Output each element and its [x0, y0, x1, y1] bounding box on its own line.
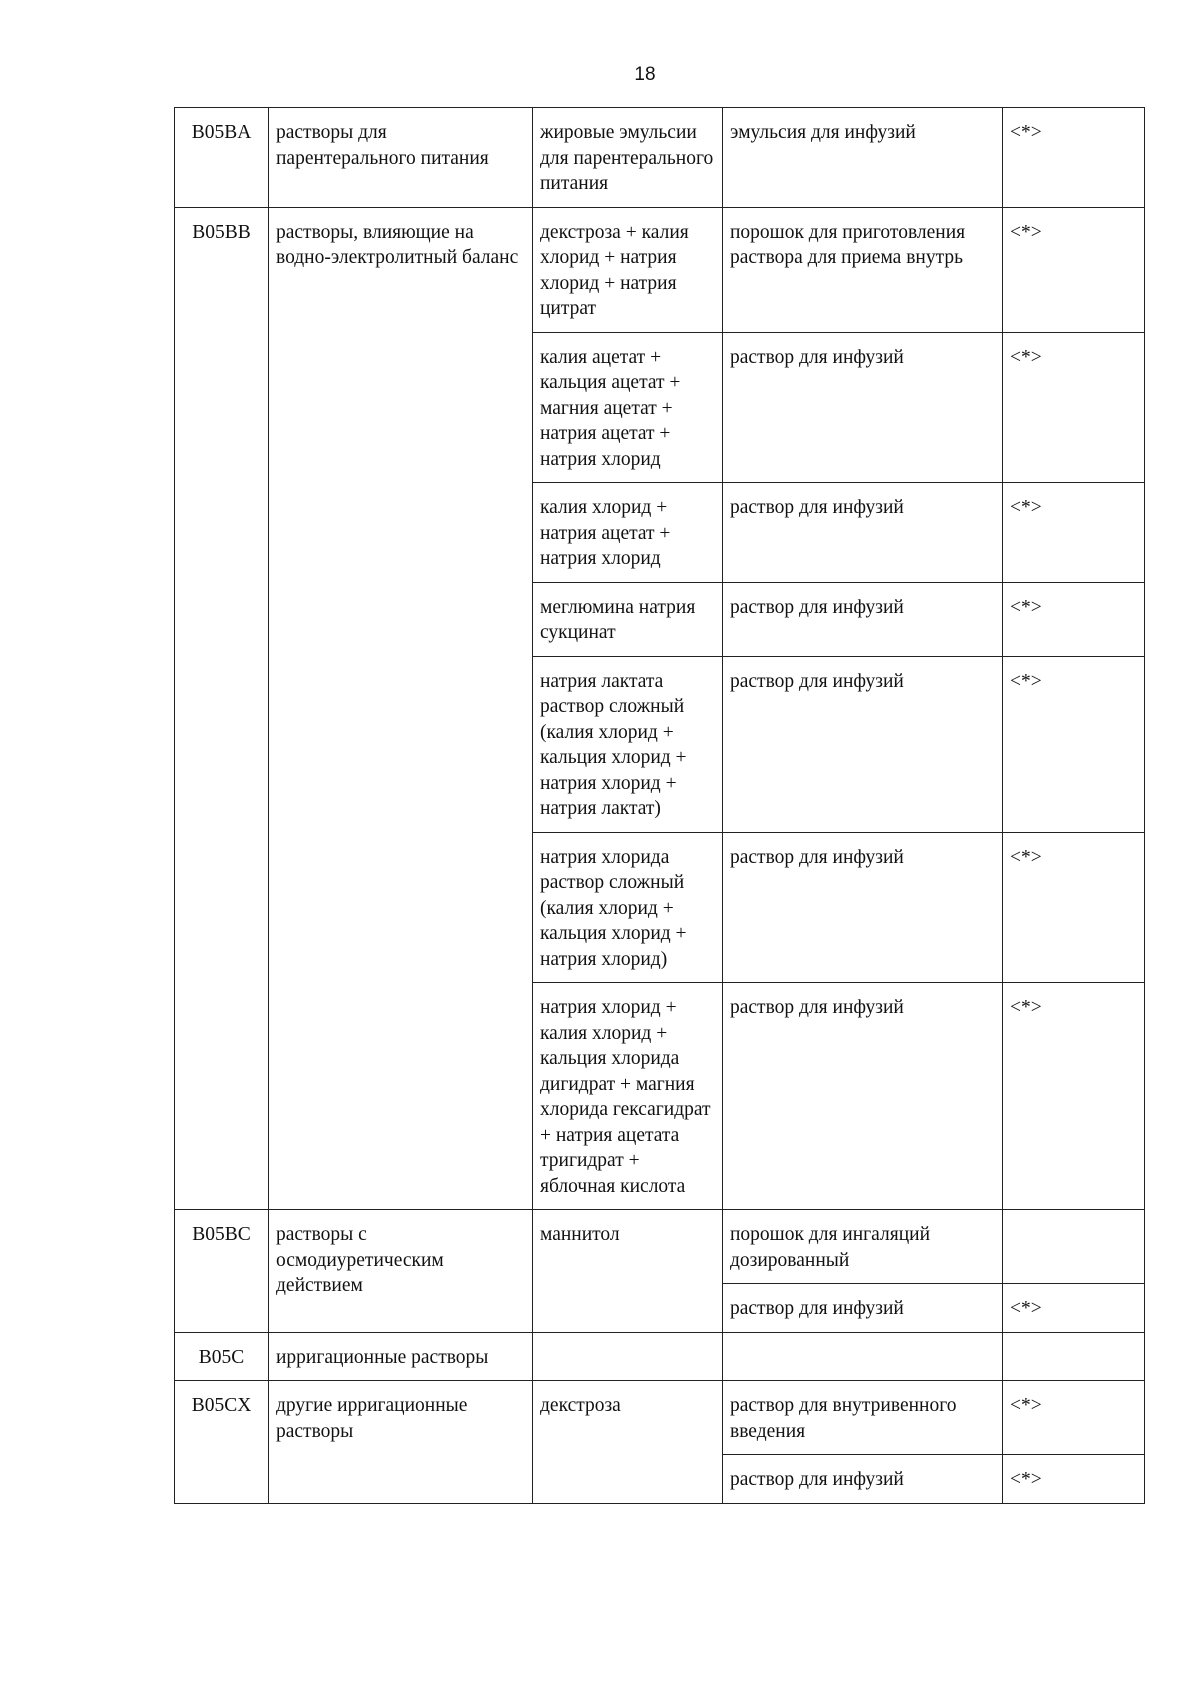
substance-cell: жировые эмульсии для парентерального питания — [533, 108, 723, 208]
atc-code-cell: B05BA — [175, 108, 269, 208]
table-row — [175, 1332, 1145, 1381]
substance-cell: натрия хлорид + калия хлорид + кальция хлорида дигидрат + магния хлорида гексагидрат + натрия ацетата тригидрат + яблочная кислота — [533, 983, 723, 1210]
substance-cell: калия ацетат + кальция ацетат + магния ацетат + натрия ацетат + натрия хлорид — [533, 332, 723, 483]
page-number: 18 — [634, 64, 656, 85]
dosage-form-cell: раствор для инфузий — [723, 1284, 1003, 1333]
mark-cell — [1003, 1332, 1145, 1381]
dosage-form-cell: раствор для внутривенного введения — [723, 1381, 1003, 1455]
substance-cell: декстроза — [533, 1381, 723, 1504]
dosage-form-cell: раствор для инфузий — [723, 983, 1003, 1210]
substance-cell: натрия хлорида раствор сложный (калия хлорид + кальция хлорид + натрия хлорид) — [533, 832, 723, 983]
table-body — [175, 108, 1145, 1504]
mark-cell: <*> — [1003, 207, 1145, 332]
mark-cell: <*> — [1003, 1455, 1145, 1504]
atc-code-cell: B05C — [175, 1332, 269, 1381]
mark-cell: <*> — [1003, 1284, 1145, 1333]
dosage-form-cell: раствор для инфузий — [723, 832, 1003, 983]
mark-cell: <*> — [1003, 832, 1145, 983]
substance-cell: натрия лактата раствор сложный (калия хлорид + кальция хлорид + натрия хлорид + натрия лактат) — [533, 656, 723, 832]
mark-cell: <*> — [1003, 983, 1145, 1210]
group-name-cell: другие ирригационные растворы — [269, 1381, 533, 1504]
mark-cell: <*> — [1003, 332, 1145, 483]
dosage-form-cell: раствор для инфузий — [723, 582, 1003, 656]
substance-cell: декстроза + калия хлорид + натрия хлорид + натрия цитрат — [533, 207, 723, 332]
mark-cell: <*> — [1003, 582, 1145, 656]
dosage-form-cell: порошок для ингаляций дозированный — [723, 1210, 1003, 1284]
mark-cell: <*> — [1003, 483, 1145, 583]
atc-code-cell: B05BC — [175, 1210, 269, 1333]
mark-cell: <*> — [1003, 656, 1145, 832]
dosage-form-cell: раствор для инфузий — [723, 656, 1003, 832]
table-row — [175, 1210, 1145, 1284]
table-row — [175, 108, 1145, 208]
dosage-form-cell — [723, 1332, 1003, 1381]
mark-cell: <*> — [1003, 1381, 1145, 1455]
dosage-form-cell: раствор для инфузий — [723, 332, 1003, 483]
mark-cell — [1003, 1210, 1145, 1284]
substance-cell: калия хлорид + натрия ацетат + натрия хлорид — [533, 483, 723, 583]
group-name-cell: растворы для парентерального питания — [269, 108, 533, 208]
group-name-cell: растворы, влияющие на водно-электролитный баланс — [269, 207, 533, 1210]
substance-cell — [533, 1332, 723, 1381]
substance-cell: маннитол — [533, 1210, 723, 1333]
atc-code-cell: B05CX — [175, 1381, 269, 1504]
dosage-form-cell: раствор для инфузий — [723, 483, 1003, 583]
dosage-form-cell: порошок для приготовления раствора для приема внутрь — [723, 207, 1003, 332]
table-row — [175, 1381, 1145, 1455]
dosage-form-cell: раствор для инфузий — [723, 1455, 1003, 1504]
mark-cell: <*> — [1003, 108, 1145, 208]
group-name-cell: растворы с осмодиуретическим действием — [269, 1210, 533, 1333]
substance-cell: меглюмина натрия сукцинат — [533, 582, 723, 656]
drug-table — [174, 107, 1145, 1504]
group-name-cell: ирригационные растворы — [269, 1332, 533, 1381]
dosage-form-cell: эмульсия для инфузий — [723, 108, 1003, 208]
atc-code-cell: B05BB — [175, 207, 269, 1210]
table-row — [175, 207, 1145, 332]
